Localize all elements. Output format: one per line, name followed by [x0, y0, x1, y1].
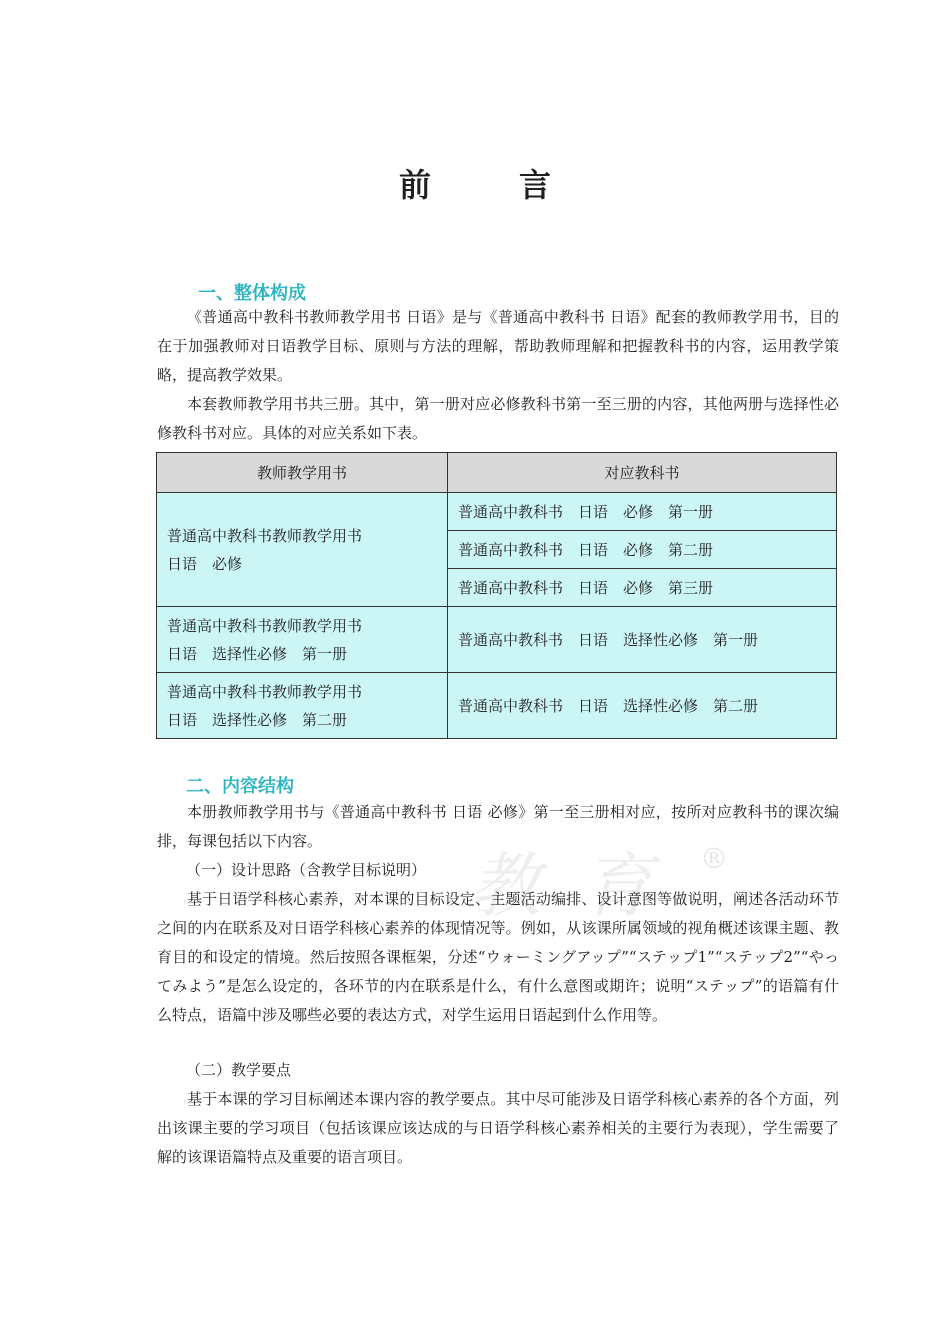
registered-mark: ® — [700, 842, 728, 875]
paragraph-design: 基于日语学科核心素养，对本课的目标设定、主题活动编排、设计意图等做说明，阐述各活动环节之间的内在联系及对日语学科核心素养的体现情况等。例如，从该课所属领域的视角概述该课主题、教育目的和设定的情境。然后按照各课框架，分述“ウォーミングアップ”“ステップ1”“ステップ2”“やってみよう”是怎么设定的，各环节的内在联系是什么，有什么意图或期许；说明“ステップ”的语篇有什么特点，语篇中涉及哪些必要的表达方式，对学生运用日语起到什么作用等。 — [157, 890, 839, 1024]
table-row — [157, 493, 837, 531]
table-cell-teacher-book — [157, 673, 448, 739]
table-cell-textbook: 普通高中教科书 日语 选择性必修 第一册 — [448, 607, 837, 673]
teacher-book-line2: 日语 选择性必修 第二册 — [167, 710, 348, 729]
section-heading-content: 二、内容结构 — [186, 776, 294, 797]
table-row — [157, 607, 837, 673]
section-heading-structure: 一、整体构成 — [198, 283, 306, 304]
paragraph-volumes: 本套教师教学用书共三册。其中，第一册对应必修教科书第一至三册的内容，其他两册与选择性必修教科书对应。具体的对应关系如下表。 — [157, 395, 839, 442]
teacher-book-line2: 日语 必修 — [167, 554, 243, 573]
teacher-book-line1: 普通高中教科书教师教学用书 — [167, 616, 363, 635]
table-cell-textbook: 普通高中教科书 日语 必修 第二册 — [448, 531, 837, 569]
table-cell-teacher-book — [157, 607, 448, 673]
table-header-row — [157, 453, 837, 493]
table-cell-teacher-book — [157, 493, 448, 607]
teacher-book-line1: 普通高中教科书教师教学用书 — [167, 682, 363, 701]
table-cell-textbook: 普通高中教科书 日语 必修 第一册 — [448, 493, 837, 531]
table-header-textbook: 对应教科书 — [448, 453, 837, 493]
paragraph-content-intro: 本册教师教学用书与《普通高中教科书 日语 必修》第一至三册相对应，按所对应教科书的课次编排，每课包括以下内容。 — [157, 803, 839, 850]
paragraph-intro: 《普通高中教科书教师教学用书 日语》是与《普通高中教科书 日语》配套的教师教学用书，目的在于加强教师对日语教学目标、原则与方法的理解，帮助教师理解和把握教科书的内容，运用教学策略，提高教学效果。 — [157, 308, 839, 384]
teacher-book-line2: 日语 选择性必修 第一册 — [167, 644, 348, 663]
table-row — [157, 673, 837, 739]
paragraph-key-points: 基于本课的学习目标阐述本课内容的教学要点。其中尽可能涉及日语学科核心素养的各个方面，列出该课主要的学习项目（包括该课应该达成的与日语学科核心素养相关的主要行为表现），学生需要了解的该课语篇特点及重要的语言项目。 — [157, 1090, 839, 1166]
page-title: 前 言 — [398, 166, 579, 204]
table-cell-textbook: 普通高中教科书 日语 选择性必修 第二册 — [448, 673, 837, 739]
table-header-teacher: 教师教学用书 — [157, 453, 448, 493]
teacher-book-line1: 普通高中教科书教师教学用书 — [167, 526, 363, 545]
table-cell-textbook: 普通高中教科书 日语 必修 第三册 — [448, 569, 837, 607]
subheading-key-points: （二）教学要点 — [186, 1061, 292, 1079]
subheading-design: （一）设计思路（含教学目标说明） — [186, 861, 427, 879]
watermark-logo: 教 育 — [470, 845, 663, 927]
correspondence-table — [156, 452, 837, 739]
